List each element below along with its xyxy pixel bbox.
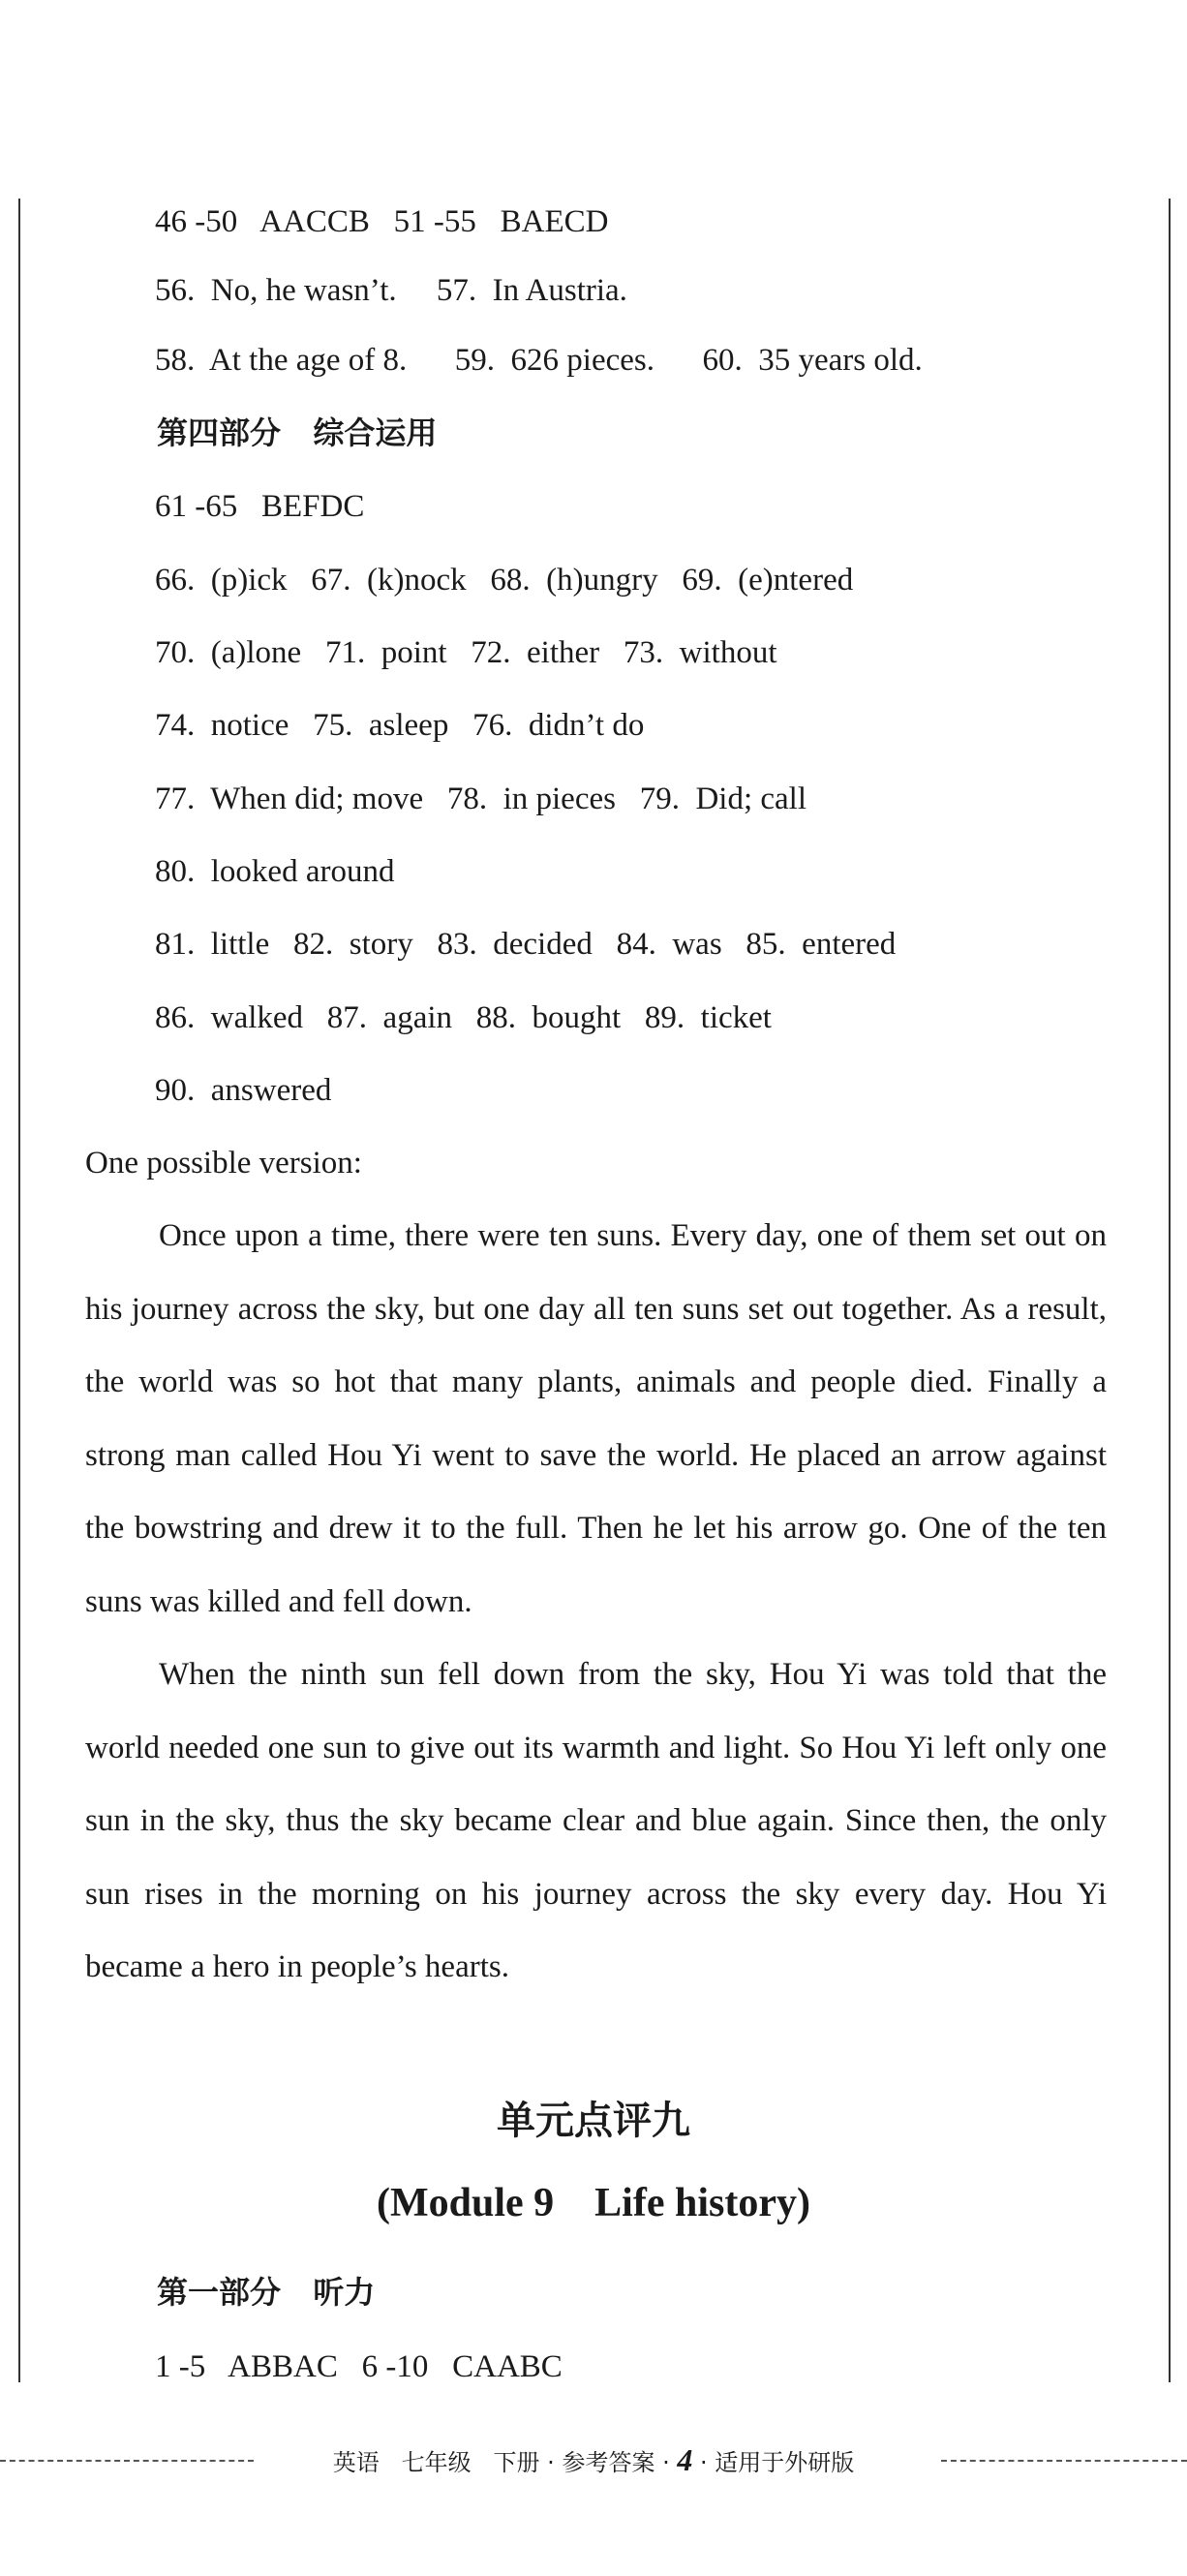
answer-line-70-73: 70. (a)lone 71. point 72. either 73. without [155, 635, 777, 670]
left-margin-rule [18, 199, 20, 2382]
section-4-heading: 第四部分 综合运用 [157, 414, 438, 451]
footer-text [0, 2440, 1187, 2482]
footer-right-text: · 适用于外研版 [692, 2449, 855, 2476]
footer-left-text: 英语 七年级 下册 · 参考答案 · [332, 2449, 678, 2476]
answer-line-90: 90. answered [155, 1073, 332, 1108]
unit-title-module: (Module 9 Life history) [377, 2181, 810, 2225]
unit-title-chinese: 单元点评九 [497, 2099, 690, 2143]
answer-line-1-10: 1 -5 ABBAC 6 -10 CAABC [155, 2349, 563, 2384]
essay-paragraph-2: When the ninth sun fell down from the sky, Hou Yi was told that the world needed one sun to give out its warmth and light. So Hou Yi left only one sun in the sky, thus the sky became clear and blue again. Since then, the only sun rises in the morning on his journey across the sky every day. Hou Yi became a hero in people’s hearts. [85, 1657, 1107, 1984]
answer-line-46-55: 46 -50 AACCB 51 -55 BAECD [155, 204, 609, 239]
answer-line-86-89: 86. walked 87. again 88. bought 89. ticket [155, 1000, 772, 1035]
essay-paragraph-1: Once upon a time, there were ten suns. Every day, one of them set out on his journey across the sky, but one day all ten suns set out together. As a result, the world was so hot that many plants, animals and people died. Finally a strong man called Hou Yi went to save the world. He placed an arrow against the bowstring and drew it to the full. Then he let his arrow go. One of the ten suns was killed and fell down. [85, 1218, 1107, 1619]
page-number: 4 [677, 2442, 693, 2477]
section-1-heading: 第一部分 听力 [157, 2274, 376, 2311]
footer [0, 2440, 1187, 2479]
answer-line-74-76: 74. notice 75. asleep 76. didn’t do [155, 708, 645, 743]
version-label: One possible version: [85, 1146, 362, 1181]
answer-line-61-65: 61 -65 BEFDC [155, 489, 365, 524]
answer-line-66-69: 66. (p)ick 67. (k)nock 68. (h)ungry 69. (e)ntered [155, 563, 854, 598]
essay [85, 1200, 1107, 2005]
answer-line-56-57: 56. No, he wasn’t. 57. In Austria. [155, 273, 627, 308]
answer-line-77-79: 77. When did; move 78. in pieces 79. Did; call [155, 782, 807, 816]
answer-line-58-60: 58. At the age of 8. 59. 626 pieces. 60. 35 years old. [155, 343, 923, 378]
answer-line-80: 80. looked around [155, 854, 395, 889]
answer-line-81-85: 81. little 82. story 83. decided 84. was 85. entered [155, 927, 897, 962]
right-margin-rule [1169, 199, 1171, 2382]
